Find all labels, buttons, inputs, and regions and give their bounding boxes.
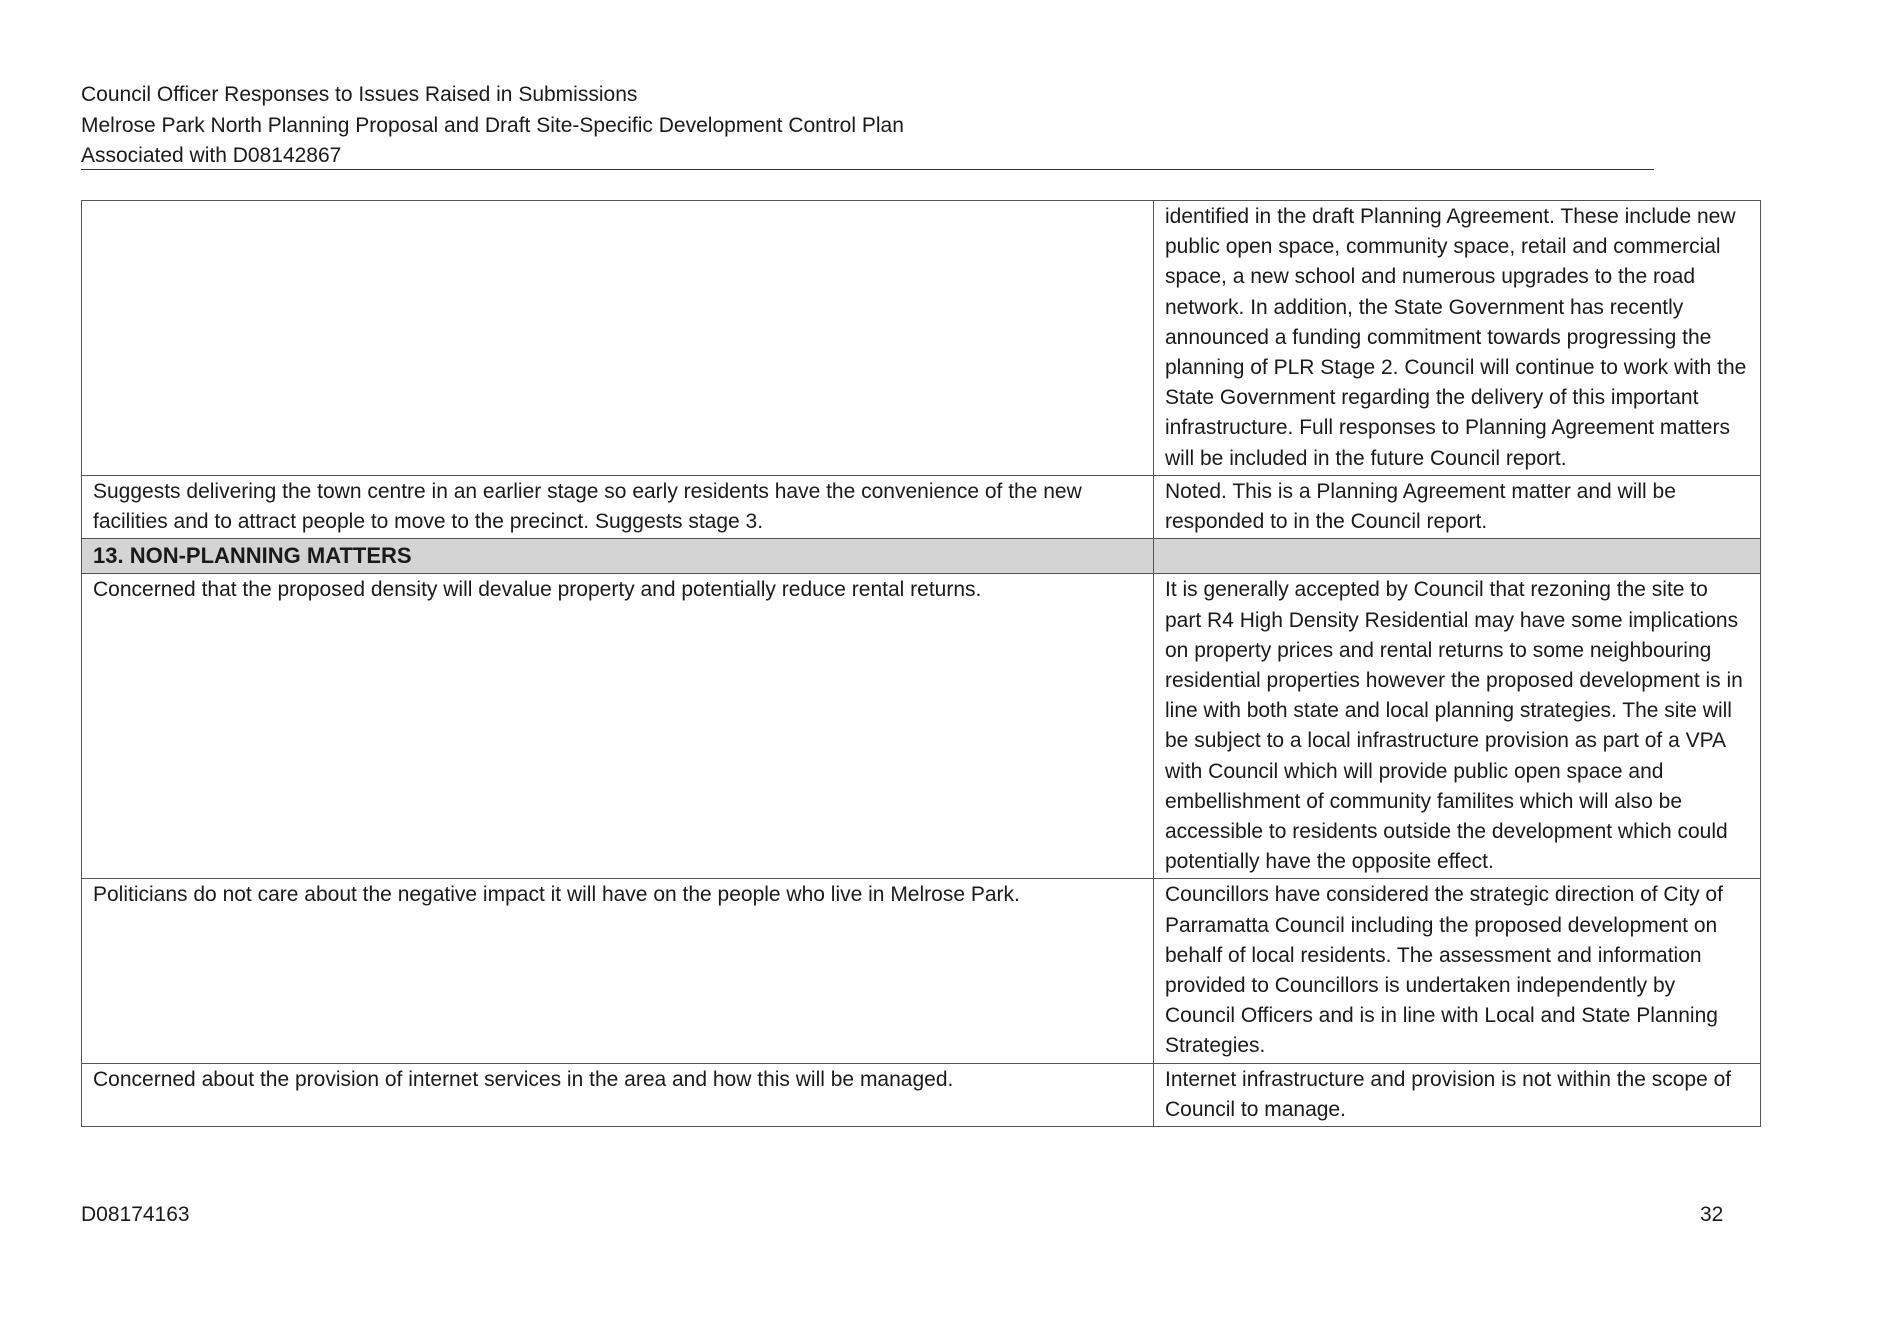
- issue-cell: Concerned that the proposed density will devalue property and potentially reduce rental returns.: [82, 574, 1154, 879]
- response-cell: Councillors have considered the strategic direction of City of Parramatta Council including the proposed development on behalf of local residents. The assessment and information provided to Councillors is undertaken independently by Council Officers and is in line with Local and State Planning Strategies.: [1154, 879, 1761, 1063]
- header-divider: [81, 169, 1654, 170]
- header-title: Council Officer Responses to Issues Raised in Submissions: [81, 83, 638, 106]
- issue-cell: [82, 201, 1154, 476]
- section-heading-row: [82, 539, 1761, 574]
- table-row: [82, 201, 1761, 476]
- response-cell: identified in the draft Planning Agreement. These include new public open space, community space, retail and commercial space, a new school and numerous upgrades to the road network. In addition, the State Government has recently announced a funding commitment towards progressing the planning of PLR Stage 2. Council will continue to work with the State Government regarding the delivery of this important infrastructure. Full responses to Planning Agreement matters will be included in the future Council report.: [1154, 201, 1761, 476]
- footer-document-id: D08174163: [81, 1203, 190, 1226]
- section-heading-empty-cell: [1154, 539, 1761, 574]
- response-cell: Internet infrastructure and provision is not within the scope of Council to manage.: [1154, 1063, 1761, 1126]
- response-cell: It is generally accepted by Council that rezoning the site to part R4 High Density Residential may have some implications on property prices and rental returns to some neighbouring residential properties however the proposed development is in line with both state and local planning strategies. The site will be subject to a local infrastructure provision as part of a VPA with Council which will provide public open space and embellishment of community familites which will also be accessible to residents outside the development which could potentially have the opposite effect.: [1154, 574, 1761, 879]
- header-subtitle: Melrose Park North Planning Proposal and Draft Site-Specific Development Control Plan: [81, 113, 904, 137]
- issue-cell: Politicians do not care about the negative impact it will have on the people who live in Melrose Park.: [82, 879, 1154, 1063]
- section-heading: 13. NON-PLANNING MATTERS: [82, 539, 1154, 574]
- table-row: [82, 879, 1761, 1063]
- footer-page-number: 32: [1700, 1203, 1724, 1226]
- page-header: [81, 80, 1654, 172]
- responses-table: [81, 200, 1761, 1127]
- table-row: [82, 1063, 1761, 1126]
- issue-cell: Suggests delivering the town centre in an earlier stage so early residents have the convenience of the new facilities and to attract people to move to the precinct. Suggests stage 3.: [82, 475, 1154, 538]
- issue-cell: Concerned about the provision of internet services in the area and how this will be managed.: [82, 1063, 1154, 1126]
- response-cell: Noted. This is a Planning Agreement matter and will be responded to in the Council report.: [1154, 475, 1761, 538]
- table-row: [82, 475, 1761, 538]
- table-row: [82, 574, 1761, 879]
- header-reference: Associated with D08142867: [81, 144, 342, 167]
